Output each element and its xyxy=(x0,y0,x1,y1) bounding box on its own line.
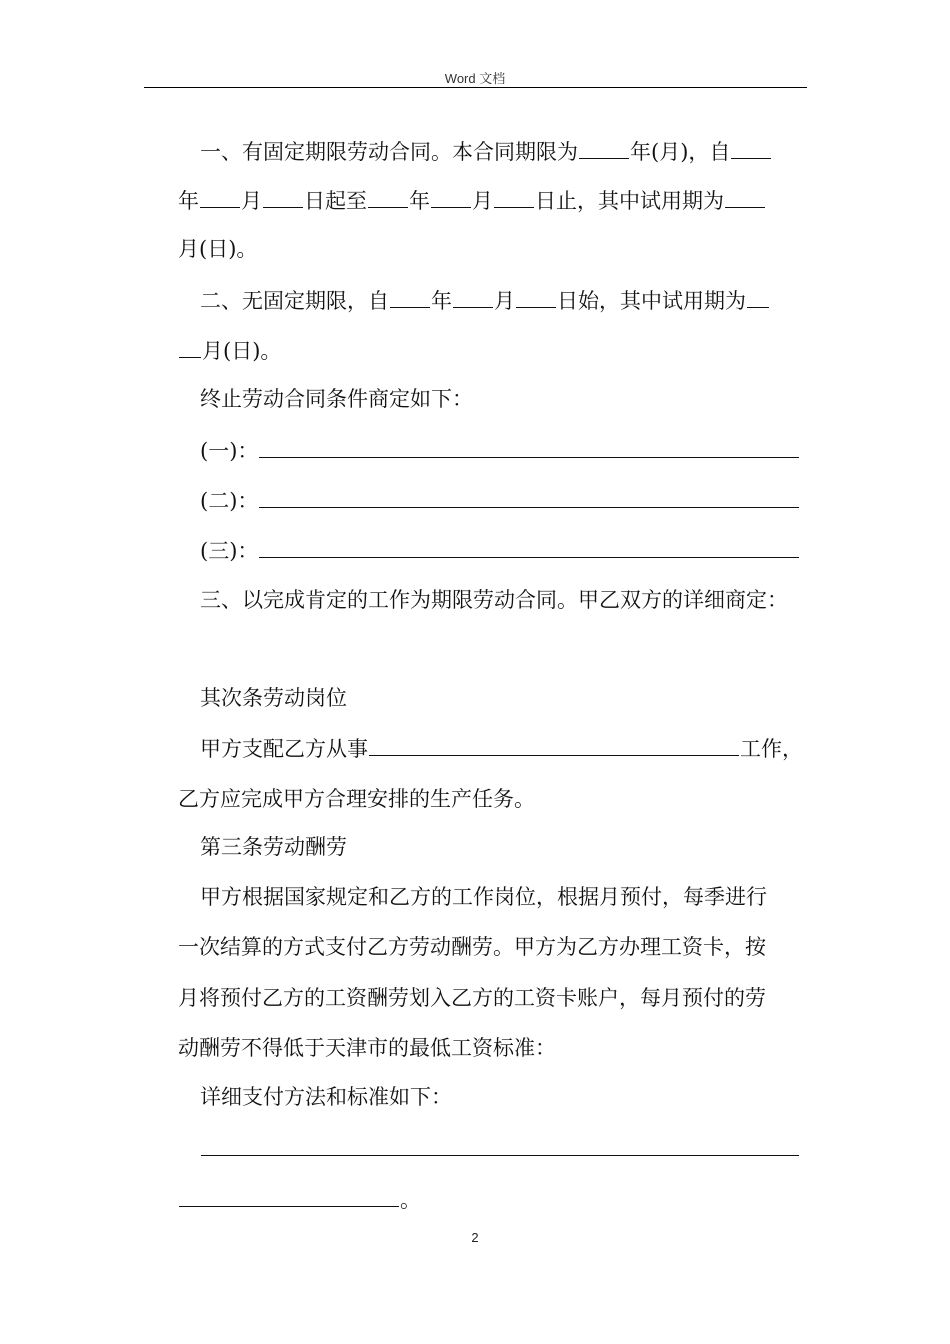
paragraph-fixed-term-end xyxy=(178,234,818,264)
blank-field[interactable] xyxy=(516,285,556,308)
text: (三)： xyxy=(200,539,259,563)
article-2-heading xyxy=(200,683,840,713)
paragraph-task-term xyxy=(200,585,840,615)
text: 第三条劳动酬劳 xyxy=(200,835,347,859)
blank-field[interactable] xyxy=(179,335,201,358)
blank-field[interactable] xyxy=(368,185,408,208)
text: 月 xyxy=(494,289,515,313)
text: 年 xyxy=(431,289,452,313)
text: 月 xyxy=(472,189,493,213)
paragraph-open-term xyxy=(200,285,840,316)
text: 动酬劳不得低于天津市的最低工资标准： xyxy=(178,1036,556,1060)
text: 。 xyxy=(400,1188,421,1212)
paragraph-fixed-term xyxy=(200,136,840,167)
header-rule xyxy=(144,87,807,88)
paragraph-remuneration xyxy=(200,882,840,912)
blank-field[interactable] xyxy=(731,136,771,159)
text: 一次结算的方式支付乙方劳动酬劳。甲方为乙方办理工资卡，按 xyxy=(178,935,766,959)
text: 月(日)。 xyxy=(202,339,282,363)
blank-field[interactable] xyxy=(179,1184,399,1207)
text: 一、有固定期限劳动合同。本合同期限为 xyxy=(200,140,578,164)
paragraph-job-assignment xyxy=(200,733,840,764)
paragraph-job-assignment-cont xyxy=(178,784,818,814)
blank-field[interactable] xyxy=(431,185,471,208)
paragraph-termination-conditions xyxy=(200,384,840,414)
text: 二、无固定期限，自 xyxy=(200,289,389,313)
text: 年 xyxy=(178,189,199,213)
paragraph-open-term-end xyxy=(178,335,818,366)
text: 年 xyxy=(409,189,430,213)
payment-method-blank-1 xyxy=(200,1133,840,1164)
blank-field[interactable] xyxy=(725,185,765,208)
text: 甲方根据国家规定和乙方的工作岗位，根据月预付，每季进行 xyxy=(200,885,767,909)
blank-field[interactable] xyxy=(259,485,799,508)
text: 三、以完成肯定的工作为期限劳动合同。甲乙双方的详细商定： xyxy=(200,588,788,612)
article-3-heading xyxy=(200,832,840,862)
blank-field[interactable] xyxy=(453,285,493,308)
blank-field[interactable] xyxy=(263,185,303,208)
text: 月将预付乙方的工资酬劳划入乙方的工资卡账户，每月预付的劳 xyxy=(178,986,766,1010)
paragraph-remuneration-line3 xyxy=(178,983,818,1013)
blank-field[interactable] xyxy=(390,285,430,308)
text: 乙方应完成甲方合理安排的生产任务。 xyxy=(178,787,535,811)
blank-field[interactable] xyxy=(201,1133,799,1156)
page-header: Word 文档 xyxy=(444,71,506,86)
paragraph-payment-method xyxy=(200,1082,840,1112)
paragraph-remuneration-line4 xyxy=(178,1033,818,1063)
blank-field[interactable] xyxy=(259,535,799,558)
blank-field[interactable] xyxy=(369,733,739,756)
condition-item-1 xyxy=(200,435,840,466)
text: (一)： xyxy=(200,439,259,463)
text: 日起至 xyxy=(304,189,367,213)
text: 甲方支配乙方从事 xyxy=(200,737,368,761)
blank-field[interactable] xyxy=(200,185,240,208)
paragraph-remuneration-line2 xyxy=(178,932,818,962)
blank-field[interactable] xyxy=(259,435,799,458)
text: 日止，其中试用期为 xyxy=(535,189,724,213)
text: (二)： xyxy=(200,489,259,513)
paragraph-fixed-term-dates xyxy=(178,185,818,216)
text: 详细支付方法和标准如下： xyxy=(200,1085,452,1109)
text: 年(月)，自 xyxy=(630,140,731,164)
condition-item-2 xyxy=(200,485,840,516)
text: 月(日)。 xyxy=(178,237,258,261)
page-number: 2 xyxy=(471,1230,479,1245)
payment-method-blank-2 xyxy=(178,1184,818,1215)
text: 终止劳动合同条件商定如下： xyxy=(200,387,473,411)
blank-field[interactable] xyxy=(494,185,534,208)
blank-field[interactable] xyxy=(579,136,629,159)
text: 工作， xyxy=(740,737,803,761)
text: 月 xyxy=(241,189,262,213)
text: 日始，其中试用期为 xyxy=(557,289,746,313)
condition-item-3 xyxy=(200,535,840,566)
blank-field[interactable] xyxy=(747,285,769,308)
text: 其次条劳动岗位 xyxy=(200,686,347,710)
